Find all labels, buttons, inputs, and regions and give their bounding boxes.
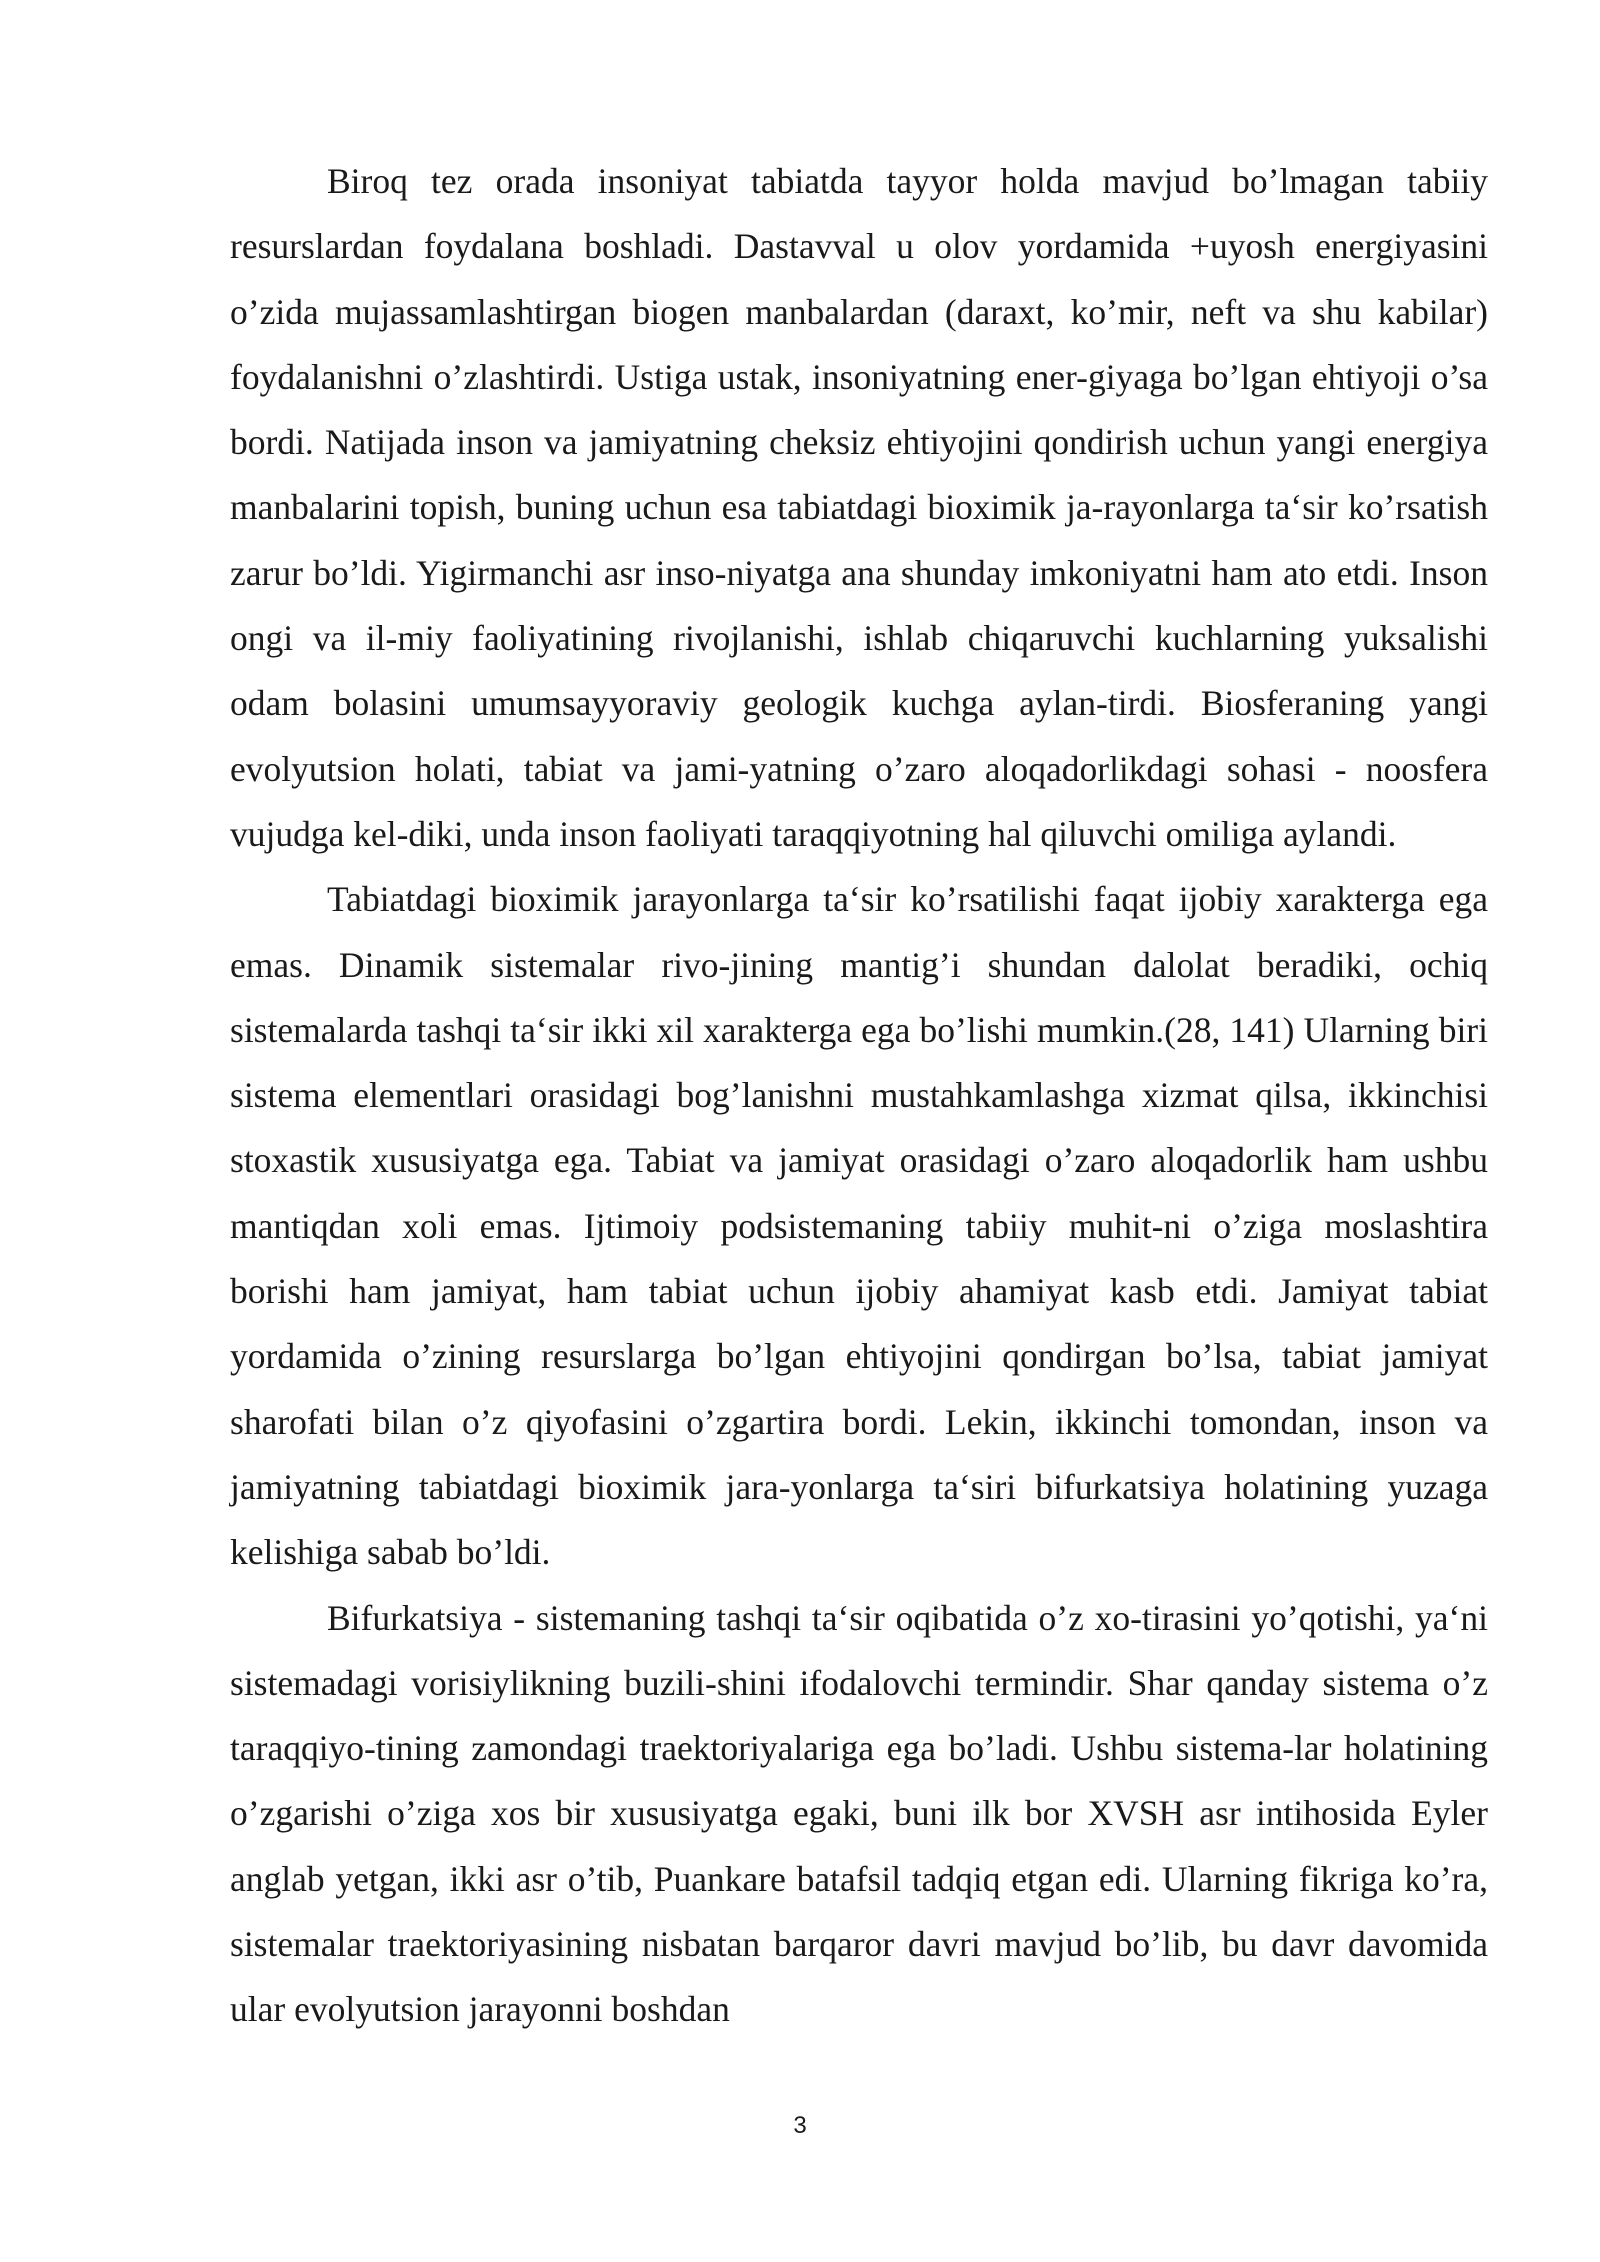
page-number: 3: [793, 2112, 807, 2139]
paragraph: Bifurkatsiya - sistemaning tashqi ta‘sir oqibatida o’z xo-tirasini yo’qotishi, ya‘ni sistemadagi vorisiylikning buzili-shini ifodalovchi termindir. Shar qanday sistema o’z taraqqiyo-tining zamondagi traektoriyalariga ega bo’ladi. Ushbu sistema-lar holatining o’zgarishi o’ziga xos bir xususiyatga egaki, buni ilk bor XVSH asr intihosida Eyler anglab yetgan, ikki asr o’tib, Puankare batafsil tadqiq etgan edi. Ularning fikriga ko’ra, sistemalar traektoriyasining nisbatan barqaror davri mavjud bo’lib, bu davr davomida ular evolyutsion jarayonni boshdan: [230, 1597, 1488, 2030]
paragraph: Biroq tez orada insoniyat tabiatda tayyor holda mavjud bo’lmagan tabiiy resurslardan foydalana boshladi. Dastavval u olov yordamida +uyosh energiyasini o’zida mujassamlashtirgan biogen manbalardan (daraxt, ko’mir, neft va shu kabilar) foydalanishni o’zlashtirdi. Ustiga ustak, insoniyatning ener-giyaga bo’lgan ehtiyoji o’sa bordi. Natijada inson va jamiyatning cheksiz ehtiyojini qondirish uchun yangi energiya manbalarini topish, buning uchun esa tabiatdagi bioximik ja-rayonlarga ta‘sir ko’rsatish zarur bo’ldi. Yigirmanchi asr inso-niyatga ana shunday imkoniyatni ham ato etdi. Inson ongi va il-miy faoliyatining rivojlanishi, ishlab chiqaruvchi kuchlarning yuksalishi odam bolasini umumsayyoraviy geologik kuchga aylan-tirdi. Biosferaning yangi evolyutsion holati, tabiat va jami-yatning o’zaro aloqadorlikdagi sohasi - noosfera vujudga kel-diki, unda inson faoliyati taraqqiyotning hal qiluvchi omiliga aylandi.: [230, 161, 1488, 854]
document-body: [230, 149, 1488, 2043]
paragraph: Tabiatdagi bioximik jarayonlarga ta‘sir ko’rsatilishi faqat ijobiy xarakterga ega emas. Dinamik sistemalar rivo-jining mantig’i shundan dalolat beradiki, ochiq sistemalarda tashqi ta‘sir ikki xil xarakterga ega bo’lishi mumkin.(28, 141) Ularning biri sistema elementlari orasidagi bog’lanishni mustahkamlashga xizmat qilsa, ikkinchisi stoxastik xususiyatga ega. Tabiat va jamiyat orasidagi o’zaro aloqadorlik ham ushbu mantiqdan xoli emas. Ijtimoiy podsistemaning tabiiy muhit-ni o’ziga moslashtira borishi ham jamiyat, ham tabiat uchun ijobiy ahamiyat kasb etdi. Jamiyat tabiat yordamida o’zining resurslarga bo’lgan ehtiyojini qondirgan bo’lsa, tabiat jamiyat sharofati bilan o’z qiyofasini o’zgartira bordi. Lekin, ikkinchi tomondan, inson va jamiyatning tabiatdagi bioximik jara-yonlarga ta‘siri bifurkatsiya holatining yuzaga kelishiga sabab bo’ldi.: [230, 879, 1488, 1573]
